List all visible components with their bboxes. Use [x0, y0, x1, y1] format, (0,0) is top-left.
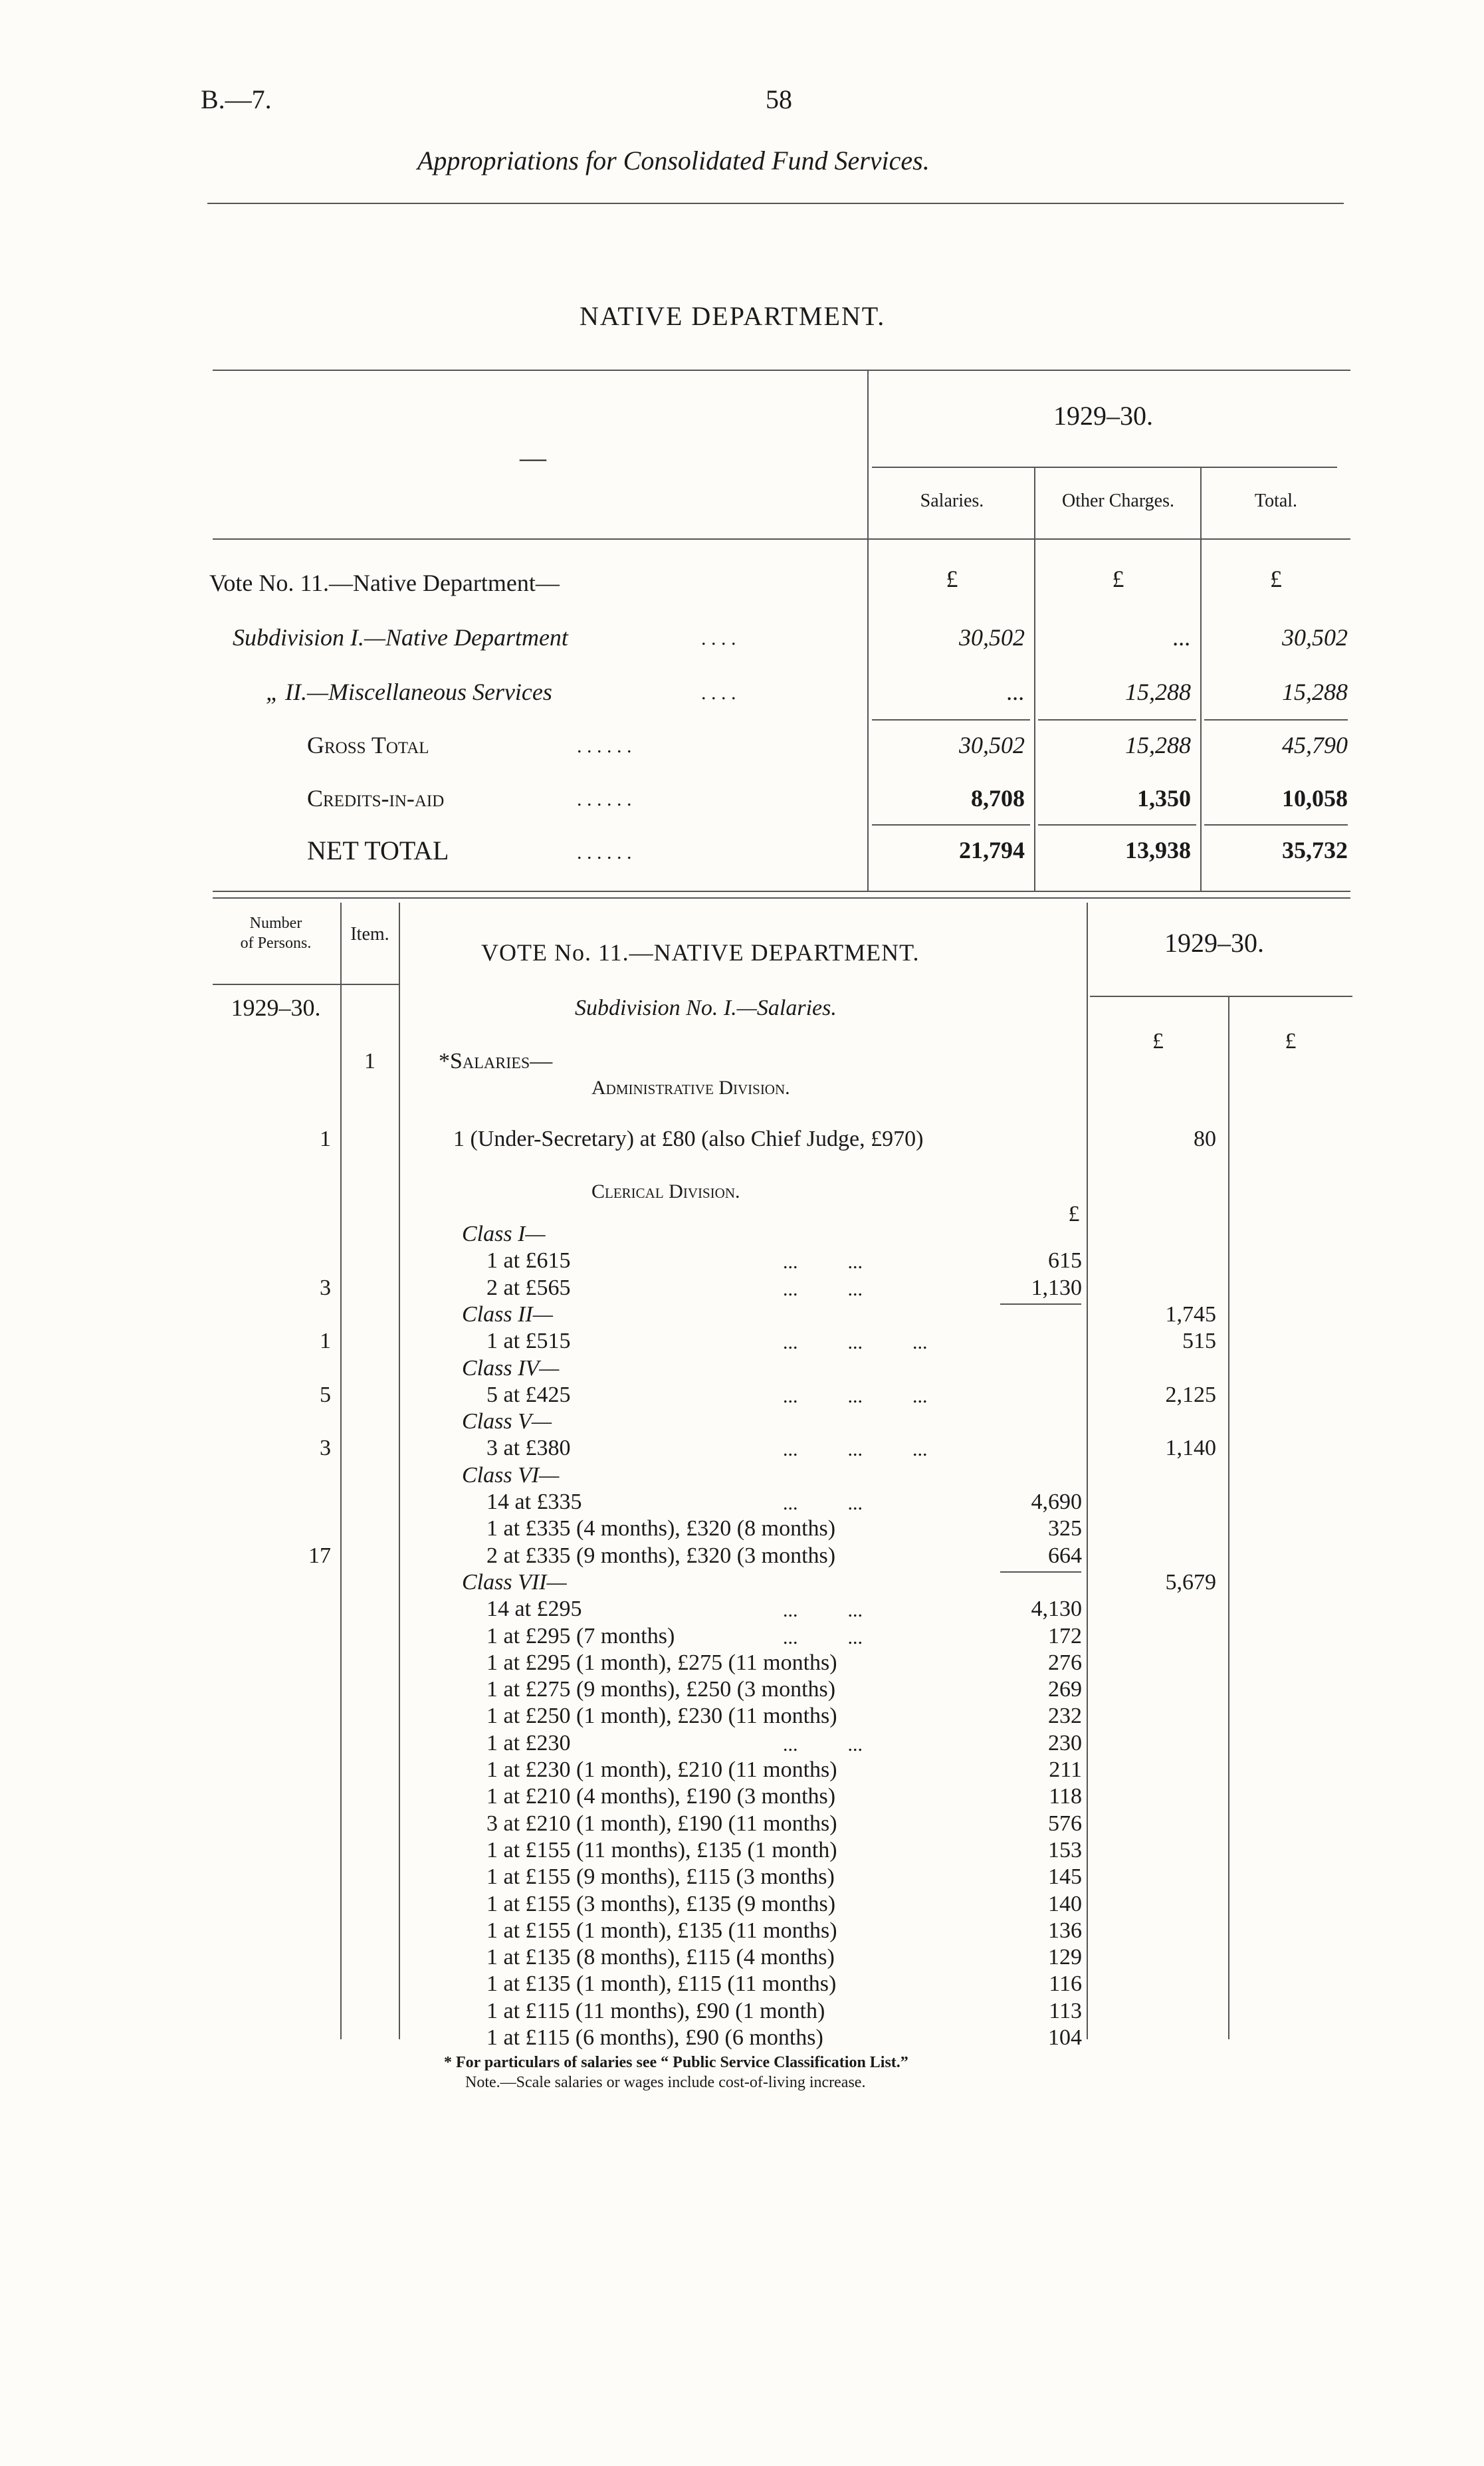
- detail-admin-line: 1 (Under-Secretary) at £80 (also Chief Judge, £970): [453, 1127, 924, 1151]
- summary-net-total-label: NET TOTAL: [307, 836, 449, 865]
- detail-line-text: 1 at £335 (4 months), £320 (8 months): [486, 1516, 836, 1541]
- summary-col-salaries: Salaries.: [920, 491, 984, 511]
- summary-row-other: 15,288: [1125, 679, 1191, 705]
- summary-row-other: 13,938: [1125, 837, 1191, 863]
- summary-row-label: Subdivision I.—Native Department: [233, 624, 568, 651]
- detail-class-heading: Class V—: [462, 1409, 552, 1434]
- summary-row-dots: . . . . . .: [577, 788, 632, 810]
- detail-col-persons-2: of Persons.: [240, 935, 312, 952]
- summary-vote-label: Vote No. 11.—Native Department—: [209, 570, 560, 596]
- detail-col-persons: Number: [249, 915, 302, 932]
- summary-bottom-rule: [213, 891, 1350, 892]
- summary-row-salaries: 30,502: [959, 624, 1025, 651]
- summary-row-other: ...: [1173, 624, 1191, 651]
- detail-line-text: 14 at £295: [486, 1597, 582, 1622]
- detail-admin-amount: 80: [1194, 1127, 1216, 1151]
- detail-line-text: 1 at £275 (9 months), £250 (3 months): [486, 1677, 836, 1702]
- detail-line-outer-amount: 515: [1182, 1329, 1216, 1354]
- detail-line-inner-amount: 129: [1048, 1945, 1082, 1970]
- summary-top-rule: [213, 370, 1350, 371]
- detail-line-inner-amount: 664: [1048, 1543, 1082, 1568]
- detail-line-dots: ... ...: [783, 1626, 863, 1648]
- detail-line-text: 1 at £230 (1 month), £210 (11 months): [486, 1757, 837, 1782]
- detail-currency-inner: £: [1152, 1029, 1164, 1054]
- detail-line-dots: ... ... ...: [783, 1385, 928, 1407]
- summary-row-dots: . . . . . .: [577, 735, 632, 757]
- summary-row-dots: . . . .: [701, 682, 736, 704]
- detail-line-inner-amount: 325: [1048, 1516, 1082, 1541]
- detail-line-text: 1 at £135 (1 month), £115 (11 months): [486, 1971, 837, 1997]
- detail-line-outer-amount: 2,125: [1165, 1382, 1216, 1407]
- footnote-classification: * For particulars of salaries see “ Public Service Classification List.”: [444, 2054, 908, 2071]
- detail-subtotal-rule: [1000, 1303, 1081, 1305]
- summary-currency-other: £: [1112, 566, 1124, 592]
- detail-vote-title: VOTE No. 11.—NATIVE DEPARTMENT.: [481, 939, 920, 966]
- detail-line-dots: ... ...: [783, 1251, 863, 1274]
- detail-line-dots: ... ...: [783, 1492, 863, 1514]
- detail-line-dots: ... ...: [783, 1733, 863, 1755]
- detail-line-inner-amount: 104: [1048, 2025, 1082, 2050]
- detail-line-text: 1 at £250 (1 month), £230 (11 months): [486, 1704, 837, 1729]
- detail-line-outer-amount: 5,679: [1165, 1569, 1216, 1595]
- detail-line-inner-amount: 232: [1048, 1704, 1082, 1729]
- detail-line-inner-amount: 136: [1048, 1918, 1082, 1943]
- summary-subtotal-rule: [1038, 719, 1196, 721]
- detail-line-text: 2 at £335 (9 months), £320 (3 months): [486, 1543, 836, 1568]
- summary-divider-label: [867, 370, 869, 891]
- detail-admin-division: Administrative Division.: [591, 1077, 790, 1099]
- detail-line-outer-amount: 1,745: [1165, 1301, 1216, 1327]
- detail-line-text: 1 at £115 (11 months), £90 (1 month): [486, 1998, 825, 2023]
- summary-year: 1929–30.: [1053, 401, 1153, 431]
- detail-line-text: 1 at £155 (9 months), £115 (3 months): [486, 1864, 835, 1890]
- detail-line-text: 2 at £565: [486, 1275, 571, 1300]
- detail-col-item: Item.: [350, 924, 389, 945]
- summary-header-rule: [213, 538, 1350, 540]
- footnote-note: Note.—Scale salaries or wages include cost-of-living increase.: [465, 2074, 866, 2091]
- detail-line-persons: 17: [308, 1543, 331, 1568]
- detail-line-dots: ... ...: [783, 1599, 863, 1622]
- detail-line-inner-amount: 116: [1049, 1971, 1082, 1997]
- detail-salaries-heading: *Salaries—: [439, 1049, 553, 1073]
- detail-line-inner-amount: 145: [1048, 1864, 1082, 1890]
- detail-line-text: 1 at £155 (1 month), £135 (11 months): [486, 1918, 837, 1943]
- summary-row-salaries: 21,794: [959, 837, 1025, 863]
- detail-line-outer-amount: 1,140: [1165, 1436, 1216, 1461]
- detail-divider-text: [1087, 903, 1088, 2039]
- detail-top-rule: [213, 897, 1350, 899]
- detail-line-text: 1 at £295 (1 month), £275 (11 months): [486, 1650, 837, 1675]
- detail-line-inner-amount: 1,130: [1031, 1275, 1082, 1300]
- detail-line-text: 5 at £425: [486, 1382, 571, 1407]
- summary-row-total: 30,502: [1282, 624, 1348, 651]
- detail-line-inner-amount: 576: [1048, 1811, 1082, 1836]
- summary-row-total: 45,790: [1282, 732, 1348, 758]
- summary-divider-other: [1200, 467, 1202, 891]
- detail-line-inner-amount: 113: [1049, 1998, 1082, 2023]
- summary-credits-label: Credits-in-aid: [307, 785, 445, 812]
- detail-line-text: 14 at £335: [486, 1490, 582, 1514]
- detail-inner-currency: £: [1068, 1202, 1080, 1226]
- detail-divider-amounts: [1228, 997, 1229, 2039]
- document-reference: B.—7.: [201, 84, 272, 114]
- detail-line-inner-amount: 172: [1048, 1623, 1082, 1648]
- detail-year-rule: [1090, 996, 1352, 997]
- detail-line-dots: ... ... ...: [783, 1438, 928, 1461]
- detail-line-text: 1 at £615: [486, 1248, 571, 1274]
- detail-clerical-division: Clerical Division.: [591, 1180, 740, 1202]
- detail-line-persons: 1: [320, 1329, 331, 1354]
- detail-line-inner-amount: 269: [1048, 1677, 1082, 1702]
- detail-admin-persons: 1: [320, 1127, 331, 1151]
- detail-line-text: 1 at £230: [486, 1730, 571, 1755]
- department-title: NATIVE DEPARTMENT.: [580, 301, 886, 331]
- summary-col-other-charges: Other Charges.: [1062, 491, 1174, 511]
- summary-gross-total-label: Gross Total: [307, 732, 429, 758]
- summary-row-dots: . . . . . .: [577, 841, 632, 863]
- detail-line-inner-amount: 230: [1048, 1730, 1082, 1755]
- detail-line-inner-amount: 4,690: [1031, 1490, 1082, 1514]
- detail-year: 1929–30.: [1164, 928, 1264, 958]
- detail-line-text: 1 at £135 (8 months), £115 (4 months): [486, 1945, 835, 1970]
- summary-row-other: 15,288: [1125, 732, 1191, 758]
- detail-line-inner-amount: 4,130: [1031, 1597, 1082, 1622]
- summary-row-total: 35,732: [1282, 837, 1348, 863]
- detail-subtotal-rule: [1000, 1571, 1081, 1573]
- detail-line-inner-amount: 140: [1048, 1891, 1082, 1916]
- summary-row-salaries: 30,502: [959, 732, 1025, 758]
- summary-row-total: 15,288: [1282, 679, 1348, 705]
- detail-class-heading: Class VII—: [462, 1569, 567, 1595]
- detail-item-number: 1: [364, 1049, 375, 1073]
- detail-class-heading: Class I—: [462, 1222, 546, 1246]
- header-rule: [207, 203, 1344, 204]
- summary-net-rule: [1038, 824, 1196, 826]
- summary-dash: —: [520, 443, 546, 473]
- summary-currency-total: £: [1270, 566, 1282, 592]
- detail-line-text: 3 at £210 (1 month), £190 (11 months): [486, 1811, 837, 1836]
- detail-line-inner-amount: 153: [1048, 1837, 1082, 1862]
- detail-line-text: 1 at £515: [486, 1329, 571, 1354]
- detail-persons-rule: [213, 984, 399, 985]
- detail-class-heading: Class II—: [462, 1301, 553, 1327]
- detail-line-text: 3 at £380: [486, 1436, 571, 1461]
- detail-subdivision: Subdivision No. I.—Salaries.: [575, 996, 837, 1020]
- detail-persons-year: 1929–30.: [231, 994, 321, 1021]
- summary-subtotal-rule: [1204, 719, 1348, 721]
- summary-row-salaries: 8,708: [971, 785, 1025, 812]
- detail-line-inner-amount: 118: [1049, 1784, 1082, 1809]
- summary-col-total: Total.: [1254, 491, 1298, 511]
- summary-row-salaries: ...: [1007, 679, 1025, 705]
- detail-line-dots: ... ... ...: [783, 1331, 928, 1354]
- detail-class-heading: Class VI—: [462, 1462, 560, 1488]
- detail-line-persons: 5: [320, 1382, 331, 1407]
- summary-net-rule: [1204, 824, 1348, 826]
- summary-row-other: 1,350: [1137, 785, 1191, 812]
- detail-line-text: 1 at £155 (11 months), £135 (1 month): [486, 1837, 837, 1862]
- page-number: 58: [766, 84, 792, 114]
- summary-row-total: 10,058: [1282, 785, 1348, 812]
- detail-line-text: 1 at £295 (7 months): [486, 1623, 675, 1648]
- detail-line-text: 1 at £115 (6 months), £90 (6 months): [486, 2025, 823, 2050]
- summary-subtotal-rule: [872, 719, 1030, 721]
- detail-line-inner-amount: 211: [1049, 1757, 1082, 1782]
- detail-line-dots: ... ...: [783, 1278, 863, 1300]
- detail-class-heading: Class IV—: [462, 1355, 560, 1381]
- detail-line-persons: 3: [320, 1275, 331, 1300]
- summary-row-label: „ II.—Miscellaneous Services: [266, 679, 552, 705]
- summary-divider-salaries: [1034, 467, 1035, 891]
- detail-line-inner-amount: 276: [1048, 1650, 1082, 1675]
- detail-line-text: 1 at £155 (3 months), £135 (9 months): [486, 1891, 836, 1916]
- summary-year-rule: [872, 467, 1337, 468]
- running-title: Appropriations for Consolidated Fund Services.: [417, 146, 930, 175]
- detail-line-inner-amount: 615: [1048, 1248, 1082, 1274]
- detail-line-text: 1 at £210 (4 months), £190 (3 months): [486, 1784, 836, 1809]
- summary-net-rule: [872, 824, 1030, 826]
- summary-row-dots: . . . .: [701, 627, 736, 649]
- detail-divider-item: [399, 903, 400, 2039]
- summary-currency-salaries: £: [946, 566, 958, 592]
- detail-line-persons: 3: [320, 1436, 331, 1461]
- detail-currency-outer: £: [1285, 1029, 1297, 1054]
